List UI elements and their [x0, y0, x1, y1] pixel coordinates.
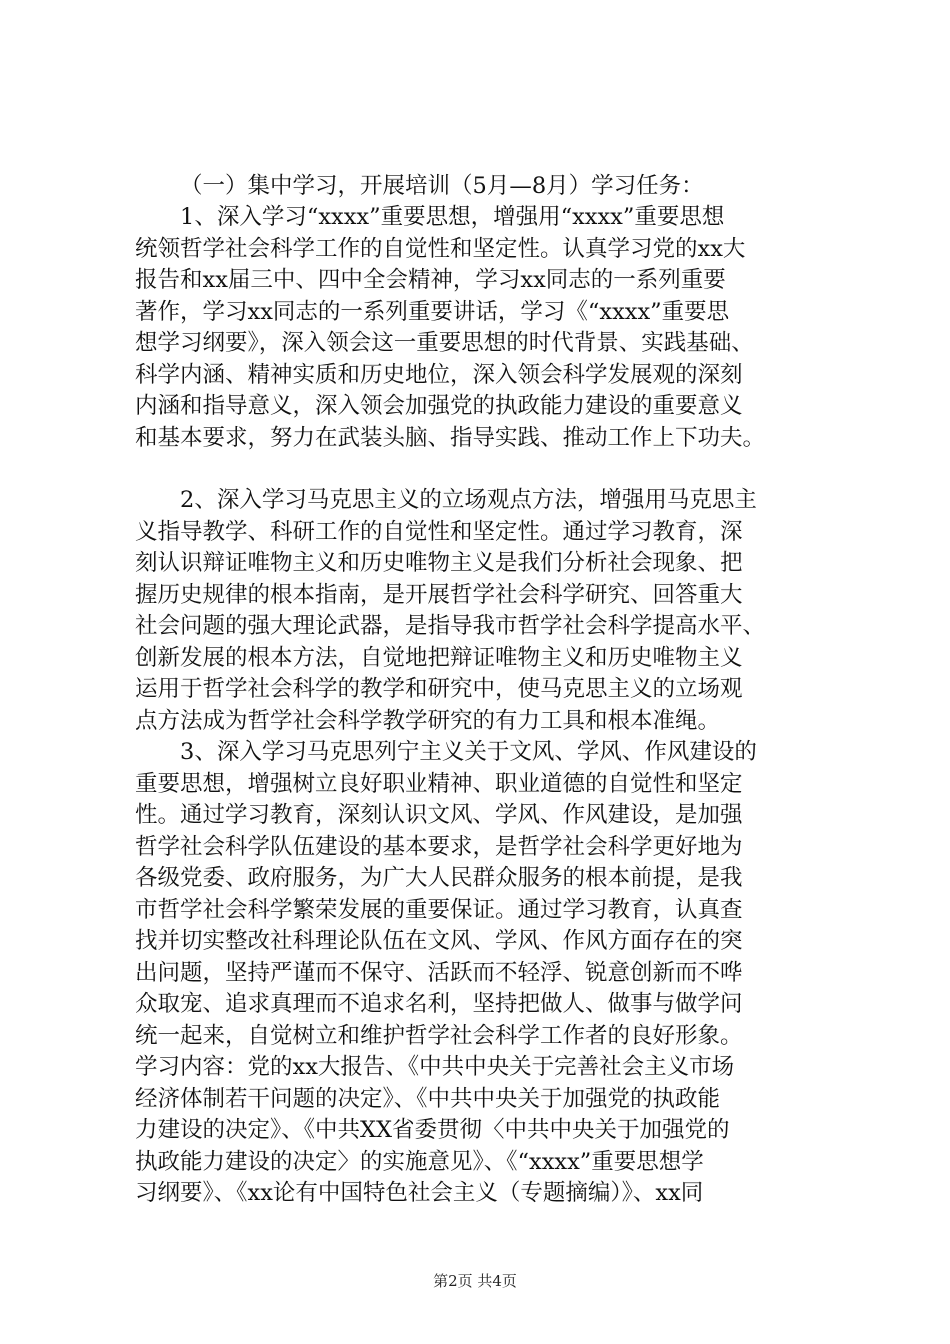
page-number-footer: 第2页 共4页 — [433, 1272, 517, 1290]
paragraph-line: 创新发展的根本方法，自觉地把辩证唯物主义和历史唯物主义 — [135, 644, 743, 671]
paragraph-line: 2、深入学习马克思主义的立场观点方法，增强用马克思主 — [180, 487, 757, 513]
paragraph-line: 学习内容：党的xx大报告、《中共中央关于完善社会主义市场 — [135, 1054, 735, 1080]
paragraph-line: 习纲要》、《xx论有中国特色社会主义（专题摘编）》、xx同 — [135, 1180, 704, 1206]
paragraph-line: 刻认识辩证唯物主义和历史唯物主义是我们分析社会现象、把 — [135, 550, 743, 576]
paragraph-line: 经济体制若干问题的决定》、《中共中央关于加强党的执政能 — [135, 1085, 721, 1112]
paragraph-line: 握历史规律的根本指南，是开展哲学社会科学研究、回答重大 — [135, 581, 743, 608]
paragraph-line: 各级党委、政府服务，为广大人民群众服务的根本前提，是我 — [135, 865, 743, 891]
paragraph-gap — [135, 454, 820, 485]
paragraph-line: 和基本要求，努力在武装头脑、指导实践、推动工作上下功夫。 — [135, 424, 766, 451]
paragraph-line: 义指导教学、科研工作的自觉性和坚定性。通过学习教育，深 — [135, 518, 743, 545]
section-heading: （一）集中学习，开展培训（5月—8月）学习任务： — [180, 173, 704, 199]
paragraph-line: 统一起来，自觉树立和维护哲学社会科学工作者的良好形象。 — [135, 1022, 743, 1049]
paragraph-line: 运用于哲学社会科学的教学和研究中，使马克思主义的立场观 — [135, 676, 743, 702]
paragraph-line: 内涵和指导意义，深入领会加强党的执政能力建设的重要意义 — [135, 393, 743, 419]
paragraph-line: 著作，学习xx同志的一系列重要讲话，学习《“xxxx”重要思 — [135, 298, 730, 325]
paragraph-line: 执政能力建设的决定〉的实施意见》、《“xxxx”重要思想学 — [135, 1148, 704, 1175]
paragraph-line: 力建设的决定》、《中共XX省委贯彻〈中共中央关于加强党的 — [135, 1117, 730, 1143]
paragraph-line: 出问题，坚持严谨而不保守、活跃而不轻浮、锐意创新而不哗 — [135, 959, 743, 986]
paragraph-line: 报告和xx届三中、四中全会精神，学习xx同志的一系列重要 — [135, 267, 726, 293]
paragraph-line: 重要思想，增强树立良好职业精神、职业道德的自觉性和坚定 — [135, 770, 743, 797]
paragraph-line: 点方法成为哲学社会科学教学研究的有力工具和根本准绳。 — [135, 707, 721, 734]
paragraph-1 — [135, 202, 820, 454]
paragraph-line: 众取宠、追求真理而不追求名利，坚持把做人、做事与做学问 — [135, 991, 743, 1017]
paragraph-line: 市哲学社会科学繁荣发展的重要保证。通过学习教育，认真查 — [135, 896, 743, 923]
paragraph-line: 3、深入学习马克思列宁主义关于文风、学风、作风建设的 — [180, 739, 757, 765]
paragraph-line: 科学内涵、精神实质和历史地位，深入领会科学发展观的深刻 — [135, 361, 743, 388]
paragraph-2 — [135, 485, 820, 737]
paragraph-line: 1、深入学习“xxxx”重要思想，增强用“xxxx”重要思想 — [180, 204, 725, 230]
paragraph-line: 统领哲学社会科学工作的自觉性和坚定性。认真学习党的xx大 — [135, 235, 746, 262]
paragraph-line: 哲学社会科学队伍建设的基本要求，是哲学社会科学更好地为 — [135, 833, 743, 860]
paragraph-line: 社会问题的强大理论武器，是指导我市哲学社会科学提高水平、 — [135, 613, 766, 639]
paragraph-line: 想学习纲要》，深入领会这一重要思想的时代背景、实践基础、 — [135, 330, 754, 356]
paragraph-line: 性。通过学习教育，深刻认识文风、学风、作风建设，是加强 — [135, 802, 743, 828]
paragraph-study-content — [135, 1052, 820, 1210]
document-body — [135, 171, 820, 1210]
paragraph-line: 找并切实整改社科理论队伍在文风、学风、作风方面存在的突 — [135, 928, 743, 954]
paragraph-3 — [135, 737, 820, 1052]
